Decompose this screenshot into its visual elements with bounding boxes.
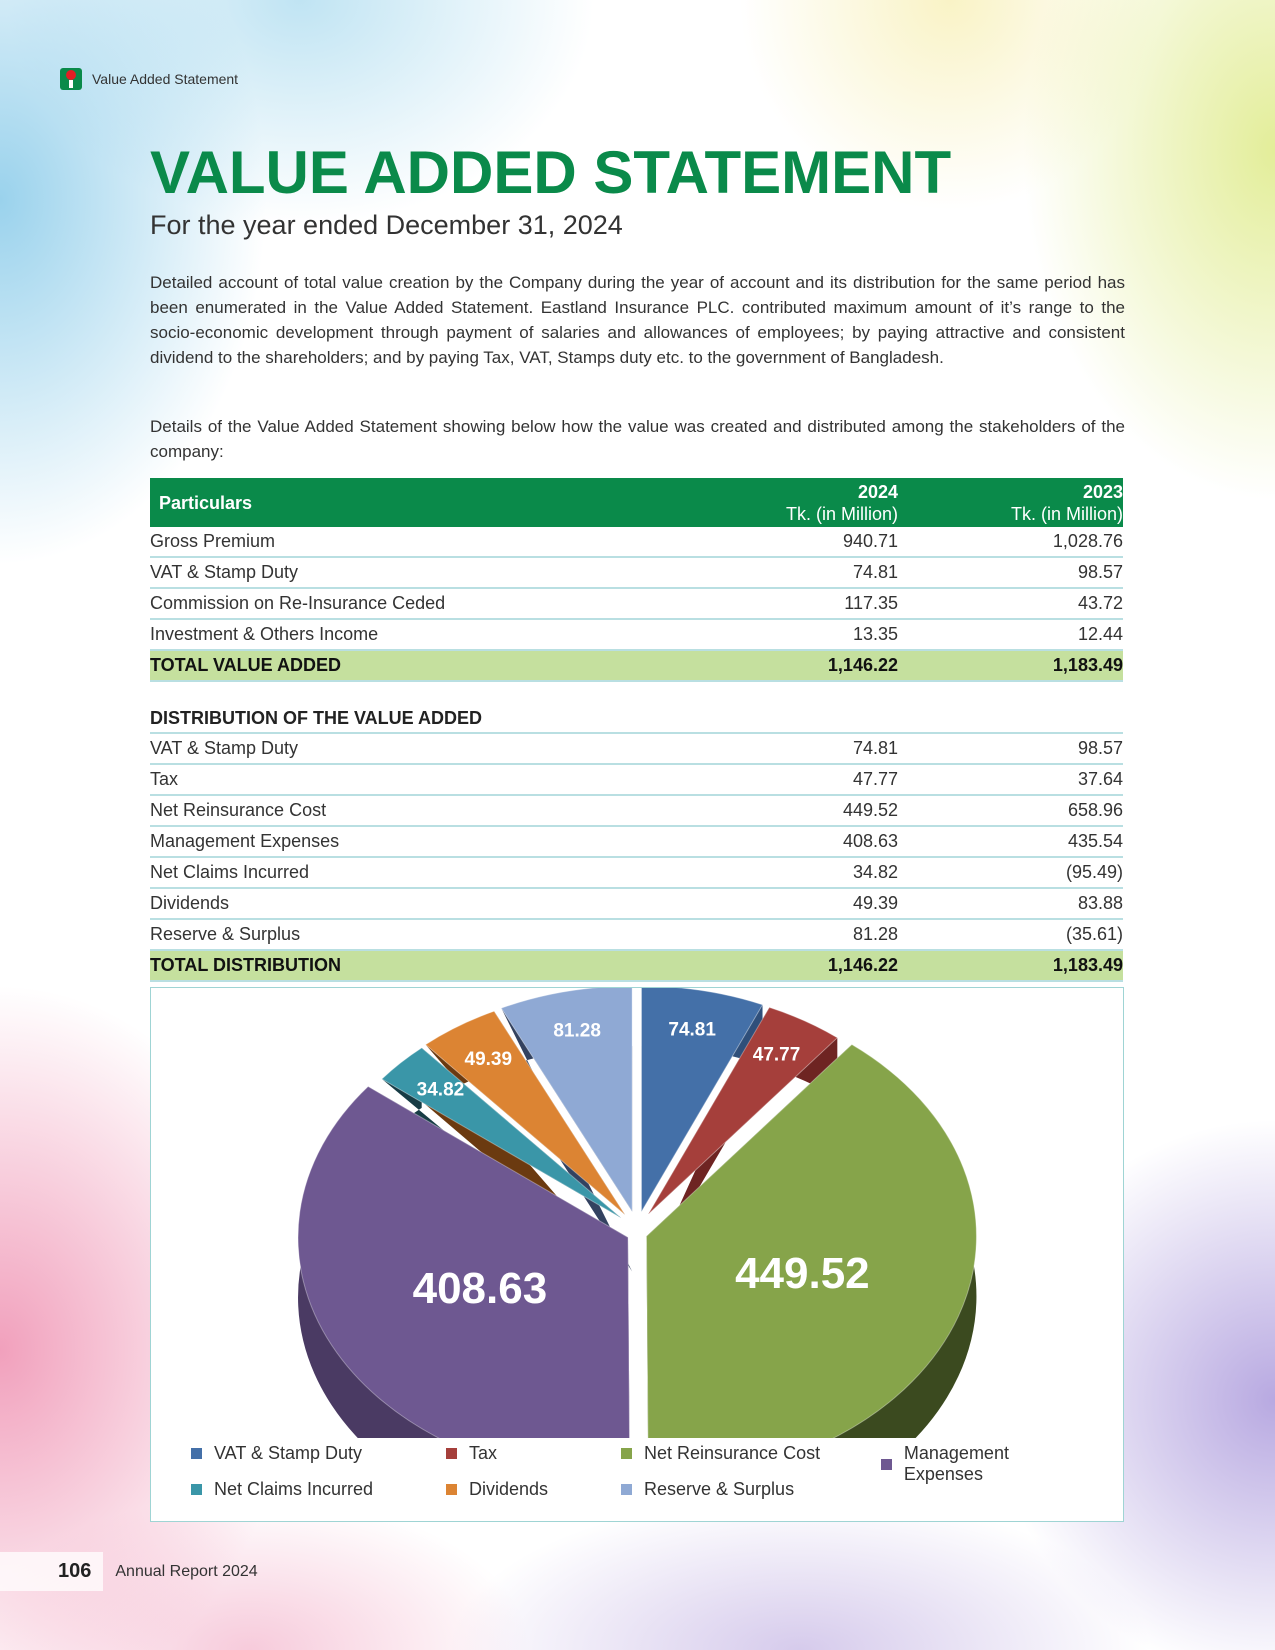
- table-row: [150, 795, 1123, 826]
- row-label: Net Reinsurance Cost: [150, 795, 688, 826]
- legend-swatch-icon: [881, 1459, 892, 1470]
- pie-data-label: 74.81: [668, 1019, 716, 1041]
- legend-label: Net Reinsurance Cost: [644, 1443, 821, 1463]
- report-label: Annual Report 2024: [115, 1562, 258, 1580]
- row-label: Dividends: [150, 888, 688, 919]
- row-value-2024: 49.39: [688, 888, 898, 919]
- table-row: [150, 919, 1123, 950]
- row-label: Reserve & Surplus: [150, 919, 688, 950]
- legend-label: Net Claims Incurred: [214, 1479, 374, 1499]
- total-value-added-row: TOTAL VALUE ADDED 1,146.22 1,183.49: [150, 650, 1123, 681]
- table-row: [150, 826, 1123, 857]
- legend-label: Dividends: [469, 1479, 549, 1499]
- running-header: [60, 68, 238, 90]
- pie-data-label: 449.52: [735, 1248, 870, 1298]
- table-row: [150, 888, 1123, 919]
- row-value-2023: 43.72: [898, 588, 1123, 619]
- row-value-2024: 940.71: [688, 527, 898, 557]
- row-value-2023: 435.54: [898, 826, 1123, 857]
- row-value-2023: 98.57: [898, 733, 1123, 764]
- row-value-2024: 13.35: [688, 619, 898, 650]
- row-value-2023: (95.49): [898, 857, 1123, 888]
- table-row: [150, 557, 1123, 588]
- page-footer: [0, 1552, 258, 1591]
- legend-label: Reserve & Surplus: [644, 1479, 795, 1499]
- row-value-2023: 1,028.76: [898, 527, 1123, 557]
- table-header-row: [150, 478, 1123, 527]
- distribution-table: [150, 704, 1123, 982]
- header-2023: 2023 Tk. (in Million): [898, 478, 1123, 527]
- pie-data-label: 408.63: [412, 1264, 548, 1314]
- row-label: VAT & Stamp Duty: [150, 733, 688, 764]
- header-particulars: Particulars: [150, 478, 688, 527]
- table-row: [150, 588, 1123, 619]
- page-number: 106: [0, 1552, 103, 1591]
- row-value-2024: 117.35: [688, 588, 898, 619]
- row-label: Net Claims Incurred: [150, 857, 688, 888]
- row-value-2023: 658.96: [898, 795, 1123, 826]
- intro-paragraph: Detailed account of total value creation by the Company during the year of account and its distribution for the same period has been enumerated in the Value Added Statement. Eastland Insurance PLC. contributed maximum amount of it’s range to the socio-economic development through payment of salaries and allowances of employees; by paying attractive and consistent dividend to the shareholders; and by paying Tax, VAT, Stamps duty etc. to the government of Bangladesh.: [150, 273, 1125, 367]
- row-label: Tax: [150, 764, 688, 795]
- row-value-2024: 47.77: [688, 764, 898, 795]
- value-added-table: [150, 478, 1123, 682]
- page-subtitle: For the year ended December 31, 2024: [150, 210, 623, 240]
- row-label: Commission on Re-Insurance Ceded: [150, 588, 688, 619]
- legend-swatch-icon: [191, 1484, 202, 1495]
- legend-swatch-icon: [191, 1448, 202, 1459]
- pie-data-label: 81.28: [553, 1020, 601, 1042]
- section-label: Value Added Statement: [92, 71, 239, 87]
- row-value-2024: 449.52: [688, 795, 898, 826]
- row-value-2023: 83.88: [898, 888, 1123, 919]
- page-title: VALUE ADDED STATEMENT: [150, 139, 952, 206]
- row-value-2023: 12.44: [898, 619, 1123, 650]
- table-row: [150, 527, 1123, 557]
- distribution-heading: DISTRIBUTION OF THE VALUE ADDED: [150, 704, 1123, 733]
- row-value-2024: 74.81: [688, 733, 898, 764]
- details-paragraph: Details of the Value Added Statement showing below how the value was created and distributed among the stakeholders of the company:: [150, 417, 1125, 461]
- pie-chart-svg: [151, 988, 1123, 1438]
- row-value-2024: 408.63: [688, 826, 898, 857]
- table-row: [150, 619, 1123, 650]
- company-logo-icon: [60, 68, 82, 90]
- row-label: Gross Premium: [150, 527, 688, 557]
- legend-item: [446, 1479, 548, 1500]
- pie-data-label: 49.39: [464, 1049, 513, 1071]
- legend-item: [621, 1443, 820, 1464]
- legend-label: VAT & Stamp Duty: [214, 1443, 363, 1463]
- pie-data-label: 47.77: [752, 1044, 801, 1066]
- table-row: [150, 857, 1123, 888]
- total-distribution-row: TOTAL DISTRIBUTION 1,146.22 1,183.49: [150, 950, 1123, 981]
- row-value-2024: 34.82: [688, 857, 898, 888]
- table-row: [150, 733, 1123, 764]
- row-value-2023: (35.61): [898, 919, 1123, 950]
- row-value-2023: 98.57: [898, 557, 1123, 588]
- row-value-2023: 37.64: [898, 764, 1123, 795]
- legend-item: [446, 1443, 497, 1464]
- legend-swatch-icon: [621, 1484, 632, 1495]
- row-value-2024: 74.81: [688, 557, 898, 588]
- distribution-pie-chart: [150, 987, 1124, 1522]
- legend-item: [881, 1443, 1091, 1485]
- header-2024: 2024 Tk. (in Million): [688, 478, 898, 527]
- legend-item: [621, 1479, 794, 1500]
- legend-swatch-icon: [446, 1484, 457, 1495]
- row-label: Management Expenses: [150, 826, 688, 857]
- row-value-2024: 81.28: [688, 919, 898, 950]
- legend-swatch-icon: [621, 1448, 632, 1459]
- row-label: Investment & Others Income: [150, 619, 688, 650]
- legend-item: [191, 1443, 362, 1464]
- pie-data-label: 34.82: [416, 1079, 465, 1101]
- legend-label: Management Expenses: [903, 1443, 1009, 1484]
- legend-swatch-icon: [446, 1448, 457, 1459]
- legend-item: [191, 1479, 373, 1500]
- table-row: [150, 764, 1123, 795]
- legend-label: Tax: [469, 1443, 498, 1463]
- row-label: VAT & Stamp Duty: [150, 557, 688, 588]
